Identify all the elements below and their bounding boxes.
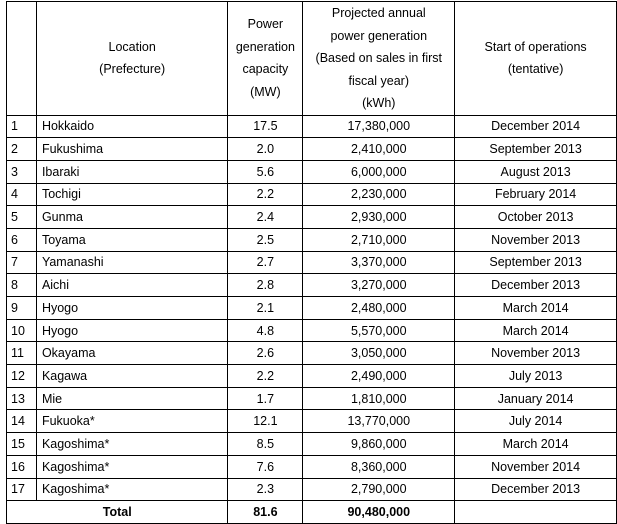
projected-generation-cell: 2,480,000 xyxy=(303,297,455,320)
projected-generation-cell: 5,570,000 xyxy=(303,319,455,342)
location-cell: Ibaraki xyxy=(36,160,227,183)
location-cell: Hyogo xyxy=(36,319,227,342)
row-number: 5 xyxy=(7,206,37,229)
row-number: 6 xyxy=(7,228,37,251)
table-row xyxy=(7,274,617,297)
start-of-operations-cell: August 2013 xyxy=(455,160,617,183)
start-of-operations-cell: November 2013 xyxy=(455,342,617,365)
table-row xyxy=(7,138,617,161)
projected-generation-cell: 13,770,000 xyxy=(303,410,455,433)
row-number: 9 xyxy=(7,297,37,320)
capacity-cell: 2.7 xyxy=(228,251,303,274)
start-of-operations-cell: November 2013 xyxy=(455,228,617,251)
capacity-cell: 2.8 xyxy=(228,274,303,297)
location-cell: Kagoshima* xyxy=(36,433,227,456)
capacity-cell: 7.6 xyxy=(228,455,303,478)
projected-generation-cell: 6,000,000 xyxy=(303,160,455,183)
capacity-cell: 8.5 xyxy=(228,433,303,456)
row-number: 15 xyxy=(7,433,37,456)
row-number: 17 xyxy=(7,478,37,501)
start-of-operations-cell: March 2014 xyxy=(455,433,617,456)
location-cell: Tochigi xyxy=(36,183,227,206)
table-row xyxy=(7,206,617,229)
capacity-cell: 1.7 xyxy=(228,387,303,410)
projected-generation-cell: 9,860,000 xyxy=(303,433,455,456)
capacity-cell: 2.1 xyxy=(228,297,303,320)
start-of-operations-cell: July 2014 xyxy=(455,410,617,433)
start-of-operations-cell: July 2013 xyxy=(455,365,617,388)
table-body xyxy=(7,115,617,523)
location-cell: Aichi xyxy=(36,274,227,297)
capacity-cell: 2.0 xyxy=(228,138,303,161)
table-row xyxy=(7,228,617,251)
location-cell: Okayama xyxy=(36,342,227,365)
header-capacity: Power generation capacity (MW) xyxy=(228,2,303,116)
row-number: 10 xyxy=(7,319,37,342)
projected-generation-cell: 2,230,000 xyxy=(303,183,455,206)
capacity-cell: 2.3 xyxy=(228,478,303,501)
location-cell: Kagoshima* xyxy=(36,478,227,501)
table-row xyxy=(7,183,617,206)
location-cell: Kagawa xyxy=(36,365,227,388)
table-row xyxy=(7,115,617,138)
start-of-operations-cell: December 2014 xyxy=(455,115,617,138)
start-of-operations-cell: January 2014 xyxy=(455,387,617,410)
projected-generation-cell: 1,810,000 xyxy=(303,387,455,410)
capacity-cell: 17.5 xyxy=(228,115,303,138)
row-number: 1 xyxy=(7,115,37,138)
table-row xyxy=(7,478,617,501)
capacity-cell: 4.8 xyxy=(228,319,303,342)
table-row xyxy=(7,297,617,320)
total-label: Total xyxy=(7,501,228,524)
row-number: 13 xyxy=(7,387,37,410)
location-cell: Hyogo xyxy=(36,297,227,320)
total-capacity: 81.6 xyxy=(228,501,303,524)
table-row xyxy=(7,342,617,365)
start-of-operations-cell: November 2014 xyxy=(455,455,617,478)
table-row xyxy=(7,319,617,342)
projected-generation-cell: 2,710,000 xyxy=(303,228,455,251)
table-total-row xyxy=(7,501,617,524)
table-row xyxy=(7,251,617,274)
start-of-operations-cell: September 2013 xyxy=(455,251,617,274)
location-cell: Gunma xyxy=(36,206,227,229)
projected-generation-cell: 3,370,000 xyxy=(303,251,455,274)
row-number: 8 xyxy=(7,274,37,297)
table-row xyxy=(7,387,617,410)
row-number: 11 xyxy=(7,342,37,365)
projected-generation-cell: 8,360,000 xyxy=(303,455,455,478)
power-plant-table xyxy=(6,1,617,524)
start-of-operations-cell: February 2014 xyxy=(455,183,617,206)
row-number: 3 xyxy=(7,160,37,183)
row-number: 2 xyxy=(7,138,37,161)
table-row xyxy=(7,455,617,478)
location-cell: Hokkaido xyxy=(36,115,227,138)
location-cell: Toyama xyxy=(36,228,227,251)
table-row xyxy=(7,160,617,183)
start-of-operations-cell: March 2014 xyxy=(455,297,617,320)
table-row xyxy=(7,433,617,456)
capacity-cell: 2.4 xyxy=(228,206,303,229)
capacity-cell: 2.2 xyxy=(228,365,303,388)
start-of-operations-cell: December 2013 xyxy=(455,274,617,297)
projected-generation-cell: 2,410,000 xyxy=(303,138,455,161)
projected-generation-cell: 2,490,000 xyxy=(303,365,455,388)
header-start-of-operations: Start of operations (tentative) xyxy=(455,2,617,116)
location-cell: Fukuoka* xyxy=(36,410,227,433)
location-cell: Yamanashi xyxy=(36,251,227,274)
location-cell: Kagoshima* xyxy=(36,455,227,478)
projected-generation-cell: 3,050,000 xyxy=(303,342,455,365)
projected-generation-cell: 2,930,000 xyxy=(303,206,455,229)
header-projected-generation: Projected annual power generation (Based on sales in first fiscal year) (kWh) xyxy=(303,2,455,116)
start-of-operations-cell: December 2013 xyxy=(455,478,617,501)
start-of-operations-cell: March 2014 xyxy=(455,319,617,342)
projected-generation-cell: 17,380,000 xyxy=(303,115,455,138)
start-of-operations-cell: October 2013 xyxy=(455,206,617,229)
location-cell: Mie xyxy=(36,387,227,410)
projected-generation-cell: 2,790,000 xyxy=(303,478,455,501)
start-of-operations-cell: September 2013 xyxy=(455,138,617,161)
capacity-cell: 5.6 xyxy=(228,160,303,183)
row-number: 7 xyxy=(7,251,37,274)
table-row xyxy=(7,410,617,433)
capacity-cell: 2.5 xyxy=(228,228,303,251)
capacity-cell: 12.1 xyxy=(228,410,303,433)
table-row xyxy=(7,365,617,388)
header-location: Location (Prefecture) xyxy=(36,2,227,116)
row-number: 4 xyxy=(7,183,37,206)
capacity-cell: 2.2 xyxy=(228,183,303,206)
table-header-row xyxy=(7,2,617,116)
total-start-cell xyxy=(455,501,617,524)
row-number: 12 xyxy=(7,365,37,388)
total-projected-generation: 90,480,000 xyxy=(303,501,455,524)
header-number xyxy=(7,2,37,116)
row-number: 16 xyxy=(7,455,37,478)
capacity-cell: 2.6 xyxy=(228,342,303,365)
projected-generation-cell: 3,270,000 xyxy=(303,274,455,297)
row-number: 14 xyxy=(7,410,37,433)
location-cell: Fukushima xyxy=(36,138,227,161)
